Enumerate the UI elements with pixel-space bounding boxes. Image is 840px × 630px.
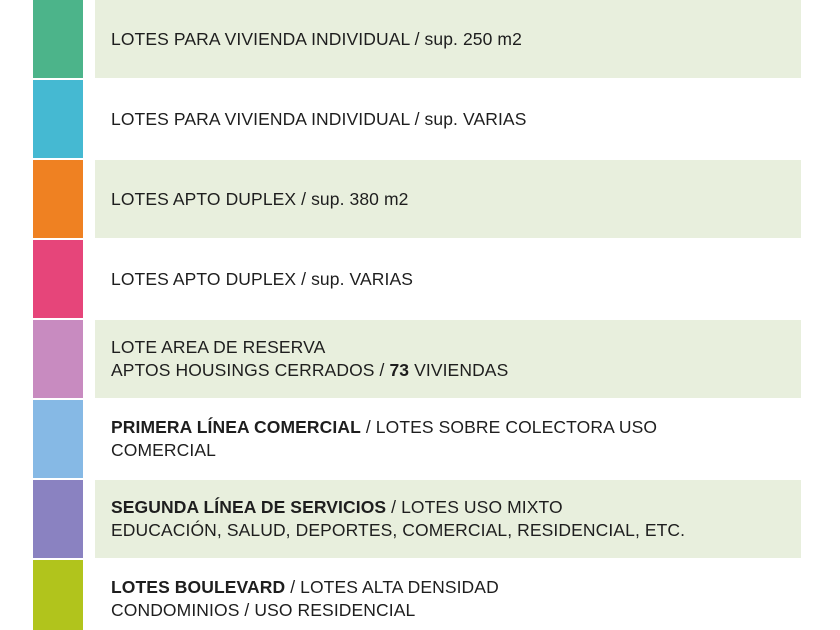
color-swatch-light-blue <box>33 400 83 478</box>
legend-label <box>95 240 801 318</box>
legend-text-line <box>111 599 801 622</box>
legend-label <box>95 320 801 398</box>
legend-row-vivienda-250 <box>0 0 840 80</box>
legend-text-line <box>111 496 801 519</box>
legend-row-duplex-varias <box>0 240 840 320</box>
color-swatch-pink <box>33 240 83 318</box>
legend-bold-text: PRIMERA LÍNEA COMERCIAL <box>111 417 361 437</box>
legend-text-line <box>111 188 801 211</box>
legend-text-line <box>111 359 801 382</box>
legend-row-primera-linea <box>0 400 840 480</box>
legend-label <box>95 400 801 478</box>
legend-row-reserva <box>0 320 840 400</box>
legend-text-line <box>111 416 801 439</box>
legend-text-line <box>111 28 801 51</box>
legend-row-vivienda-varias <box>0 80 840 160</box>
color-swatch-cyan <box>33 80 83 158</box>
legend-label <box>95 480 801 558</box>
legend-text: / LOTES USO MIXTO <box>386 497 563 517</box>
legend-label <box>95 560 801 630</box>
legend-bold-text: LOTES BOULEVARD <box>111 577 286 597</box>
legend-label <box>95 0 801 78</box>
legend-text: COMERCIAL <box>111 440 216 460</box>
legend-text: EDUCACIÓN, SALUD, DEPORTES, COMERCIAL, RESIDENCIAL, ETC. <box>111 520 686 540</box>
legend-text: / LOTES SOBRE COLECTORA USO <box>360 417 658 437</box>
legend-text: / LOTES ALTA DENSIDAD <box>285 577 499 597</box>
legend-text-line <box>111 519 801 542</box>
legend-text-line <box>111 576 801 599</box>
color-swatch-green <box>33 0 83 78</box>
legend-text: APTOS HOUSINGS CERRADOS / <box>111 360 390 380</box>
color-swatch-orange <box>33 160 83 238</box>
legend-text: LOTES APTO DUPLEX / sup. VARIAS <box>111 268 414 289</box>
color-swatch-purple <box>33 480 83 558</box>
legend-text-line <box>111 439 801 462</box>
legend-text: LOTES APTO DUPLEX / sup. 380 m2 <box>111 188 409 209</box>
legend-bold-count: 73 <box>389 360 410 380</box>
legend-label <box>95 160 801 238</box>
legend-text-line <box>111 108 801 131</box>
legend-text: VIVIENDAS <box>409 360 509 380</box>
legend-row-boulevard <box>0 560 840 630</box>
legend-text-line <box>111 336 801 359</box>
legend-label <box>95 80 801 158</box>
legend-text: LOTE AREA DE RESERVA <box>111 337 326 357</box>
legend-text: LOTES PARA VIVIENDA INDIVIDUAL / sup. VARIAS <box>111 108 527 129</box>
legend-text-line <box>111 268 801 291</box>
legend-row-duplex-380 <box>0 160 840 240</box>
legend-row-segunda-linea <box>0 480 840 560</box>
legend-text: CONDOMINIOS / USO RESIDENCIAL <box>111 600 416 620</box>
color-swatch-lime <box>33 560 83 630</box>
legend-bold-text: SEGUNDA LÍNEA DE SERVICIOS <box>111 497 387 517</box>
color-swatch-mauve <box>33 320 83 398</box>
legend-text: LOTES PARA VIVIENDA INDIVIDUAL / sup. 250 m2 <box>111 28 522 49</box>
